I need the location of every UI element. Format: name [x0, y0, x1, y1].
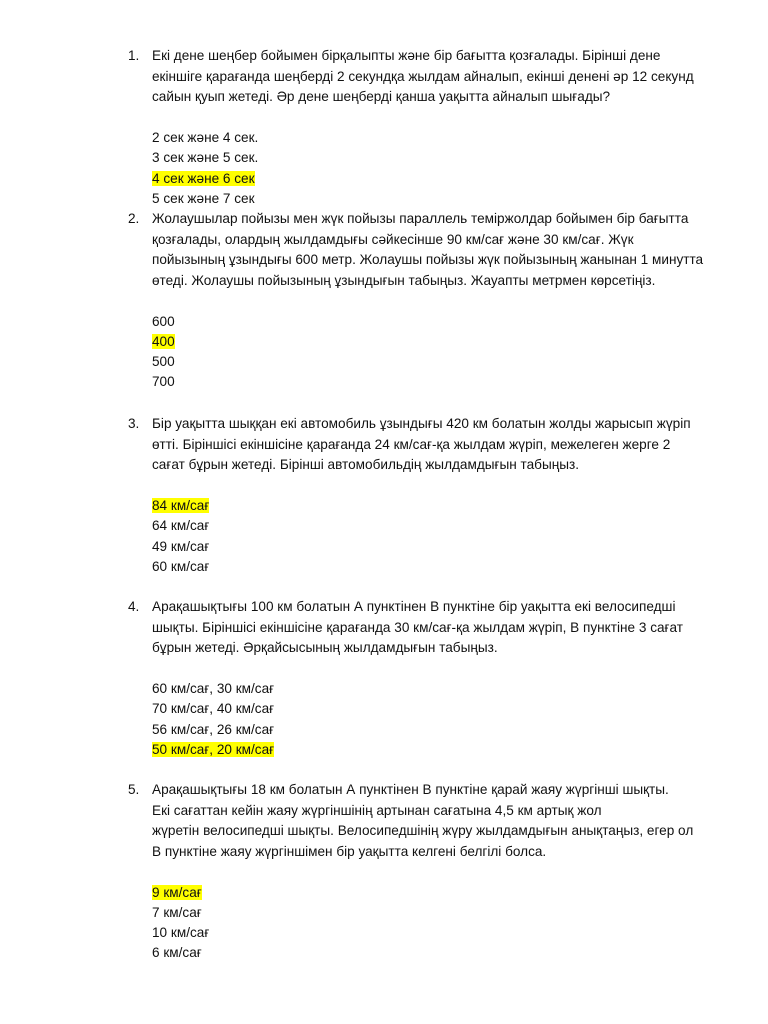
- question-number: 1.: [128, 48, 140, 63]
- answer-option-text: 7 км/сағ: [152, 904, 202, 920]
- answer-option-text: 64 км/сағ: [152, 518, 210, 534]
- question-text-line: шықты. Біріншісі екіншісіне қарағанда 30 км/сағ-қа жылдам жүріп, В пунктіне 3 сағат: [152, 619, 683, 635]
- answer-option: [152, 148, 727, 168]
- answer-option: [152, 372, 727, 392]
- answer-option: [152, 128, 727, 148]
- answer-option: [152, 699, 727, 719]
- question-text-line: екіншіге қарағанда шеңберді 2 секундқа жылдам айналып, екінші денені әр 12 секунд: [152, 68, 694, 84]
- question-text-line: қозғалады, олардың жылдамдығы сәйкесінше 90 км/сағ және 30 км/сағ. Жүк: [152, 231, 634, 247]
- question-text-line: сағат бұрын жетеді. Бірінші автомобильдің жылдамдығын табыңыз.: [152, 457, 580, 472]
- answer-option: [152, 516, 727, 536]
- answer-option-text: 600: [152, 313, 175, 329]
- question-number: 2.: [128, 211, 140, 226]
- answer-option-text: 70 км/сағ, 40 км/сағ: [152, 701, 275, 717]
- answer-option-text: 2 сек және 4 сек.: [152, 130, 259, 145]
- answer-option: [152, 557, 727, 577]
- answer-option-text: 700: [152, 374, 175, 390]
- question-number: 4.: [128, 599, 140, 614]
- question-text-line: Бір уақытта шыққан екі автомобиль ұзындығы 420 км болатын жолды жарысып жүріп: [152, 416, 691, 431]
- question-text-line: сайын қуып жетеді. Әр дене шеңберді қанша уақытта айналып шығады?: [152, 89, 611, 104]
- answer-option-text: 56 км/сағ, 26 км/сағ: [152, 721, 275, 737]
- answer-option: [152, 679, 727, 699]
- question-number: 3.: [128, 416, 140, 431]
- question-text-line: Арақашықтығы 100 км болатын А пунктінен В пунктіне бір уақытта екі велосипедші: [152, 599, 676, 614]
- answer-option-text: 49 км/сағ: [152, 538, 210, 554]
- answer-option: [152, 537, 727, 557]
- answer-option: [152, 740, 727, 760]
- answer-option-text: 10 км/сағ: [152, 925, 210, 941]
- answer-option: [152, 923, 727, 943]
- answer-option-text: 60 км/сағ: [152, 558, 210, 574]
- question-text-line: Жолаушылар пойызы мен жүк пойызы параллель теміржолдар бойымен бір бағытта: [152, 211, 689, 226]
- answer-option: [152, 496, 727, 516]
- answer-option: [152, 720, 727, 740]
- question-text-line: Екі дене шеңбер бойымен бірқалыпты және бір бағытта қозғалады. Бірінші дене: [152, 48, 661, 63]
- highlighted-answer: 400: [152, 333, 175, 349]
- answer-option-text: 3 сек және 5 сек.: [152, 150, 259, 166]
- question-text-line: жүретін велосипедші шықты. Велосипедшінің жүру жылдамдығын анықтаңыз, егер ол: [152, 823, 694, 838]
- answer-option: [152, 332, 727, 352]
- question-number: 5.: [128, 782, 140, 797]
- answer-option-text: 6 км/сағ: [152, 945, 202, 961]
- question-text-line: өтті. Біріншісі екіншісіне қарағанда 24 км/сағ-қа жылдам жүріп, межелеген жерге 2: [152, 436, 671, 452]
- question-text-line: Екі сағаттан кейін жаяу жүргіншінің артынан сағатына 4,5 км артық жол: [152, 802, 602, 818]
- question-text-line: пойызының ұзындығы 600 метр. Жолаушы пойызы жүк пойызының жанынан 1 минутта: [152, 252, 704, 267]
- answer-option: [152, 352, 727, 372]
- answer-option: [152, 903, 727, 923]
- answer-option-text: 5 сек және 7 сек: [152, 190, 255, 206]
- answer-option: [152, 189, 727, 209]
- answer-option-text: 60 км/сағ, 30 км/сағ: [152, 681, 275, 696]
- question-text-line: өтеді. Жолаушы пойызының ұзындығын табыңыз. Жауапты метрмен көрсетіңіз.: [152, 272, 656, 288]
- answer-option: [152, 943, 727, 963]
- question-text-line: В пунктіне жаяу жүргіншімен бір уақытта келгені белгілі болса.: [152, 843, 547, 859]
- highlighted-answer: 50 км/сағ, 20 км/сағ: [152, 741, 275, 757]
- question-text-line: Арақашықтығы 18 км болатын А пунктінен В пунктіне қарай жаяу жүргінші шықты.: [152, 782, 669, 797]
- question-text-line: бұрын жетеді. Әрқайсысының жылдамдығын табыңыз.: [152, 640, 498, 655]
- highlighted-answer: 84 км/сағ: [152, 498, 210, 513]
- answer-option-text: 500: [152, 354, 175, 370]
- answer-option: [152, 169, 727, 189]
- highlighted-answer: 9 км/сағ: [152, 884, 202, 900]
- highlighted-answer: 4 сек және 6 сек: [152, 170, 255, 186]
- answer-option: [152, 312, 727, 332]
- answer-option: [152, 883, 727, 903]
